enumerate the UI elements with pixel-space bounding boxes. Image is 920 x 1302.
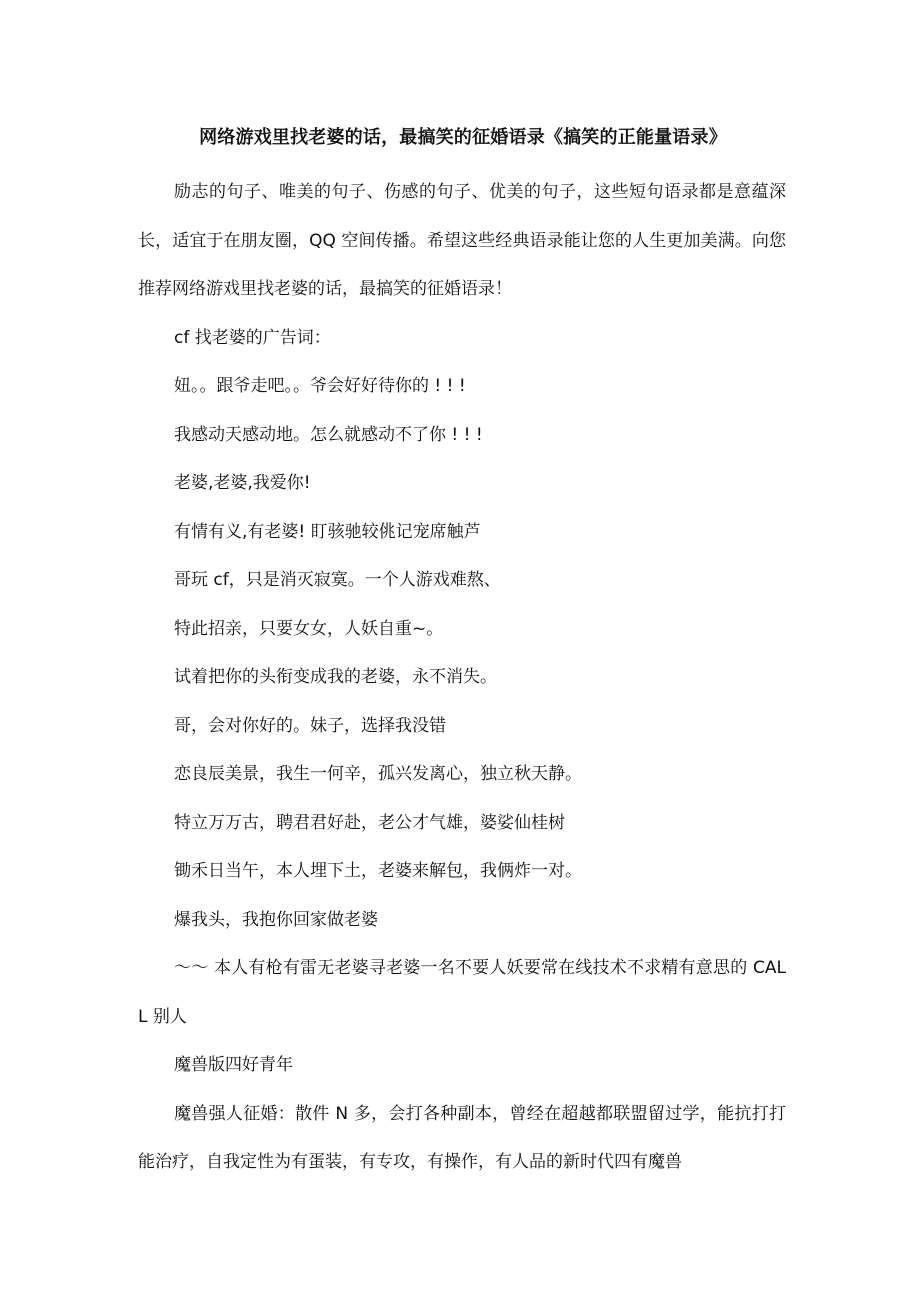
- quote-line: 魔兽强人征婚：散件 N 多，会打各种副本，曾经在超越都联盟留过学，能抗打打能治疗，自我定性为有蛋装，有专攻，有操作，有人品的新时代四有魔兽: [138, 1103, 786, 1172]
- quote-line: 有情有义,有老婆! 盯骇驰较佻记宠席触芦: [174, 521, 481, 542]
- quote-line: 恋良辰美景，我生一何辛，孤兴发离心，独立秋天静。: [174, 764, 582, 784]
- quote-line: 老婆,老婆,我爱你!: [174, 473, 311, 493]
- quote-line: ～～ 本人有枪有雷无老婆寻老婆一名不要人妖要常在线技术不求精有意思的 CALL 别人: [138, 958, 786, 1027]
- intro-paragraph: 励志的句子、唯美的句子、伤感的句子、优美的句子，这些短句语录都是意蕴深长，适宜于在朋友圈，QQ 空间传播。希望这些经典语录能让您的人生更加美满。向您推荐网络游戏里找老婆的话，最搞笑的征婚语录！: [138, 182, 786, 299]
- quote-line: 特此招亲，只要女女，人妖自重~。: [174, 618, 444, 639]
- document-body: [138, 168, 786, 1187]
- quote-line: 特立万万古，聘君君好赴，老公才气雄，婆娑仙桂树: [174, 812, 565, 833]
- quote-line: 哥，会对你好的。妹子，选择我没错: [174, 715, 446, 736]
- quote-line: 爆我头，我抱你回家做老婆: [174, 909, 378, 930]
- section-heading-cf: cf 找老婆的广告词：: [174, 327, 331, 348]
- quote-line: 我感动天感动地。怎么就感动不了你 ! ! !: [174, 424, 483, 445]
- quote-line: 妞。。跟爷走吧。。爷会好好待你的 ! ! !: [174, 376, 466, 396]
- quote-line: 试着把你的头衔变成我的老婆，永不消失。: [174, 667, 497, 687]
- section-heading-wow: 魔兽版四好青年: [174, 1055, 293, 1075]
- document-title: 网络游戏里找老婆的话，最搞笑的征婚语录《搞笑的正能量语录》: [199, 127, 727, 148]
- quote-line: 锄禾日当午，本人埋下土，老婆来解包，我俩炸一对。: [174, 861, 582, 881]
- quote-line: 哥玩 cf，只是消灭寂寞。一个人游戏难熬、: [174, 570, 501, 590]
